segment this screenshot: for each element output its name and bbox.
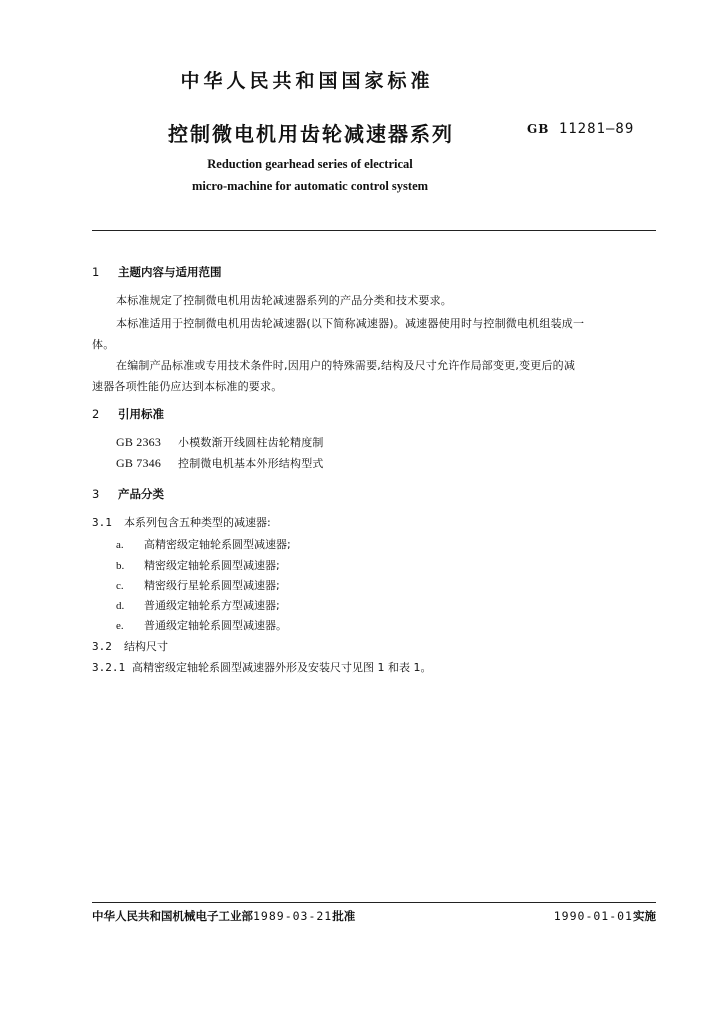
- list-item: [116, 577, 280, 593]
- approving-authority: 中华人民共和国机械电子工业部: [92, 909, 253, 923]
- subsection-number: 3.2: [92, 640, 112, 653]
- subsection-text: 高精密级定轴轮系圆型减速器外形及安装尺寸见图 1 和表 1。: [132, 661, 432, 674]
- standard-code-number: 11281—89: [558, 121, 635, 137]
- list-item: [116, 557, 280, 573]
- section-3-heading: [92, 486, 164, 502]
- reference-code: GB 7346: [116, 456, 162, 470]
- approval-date: 1989-03-21: [253, 909, 333, 923]
- english-title-line-2: micro-machine for automatic control system: [191, 179, 429, 193]
- list-label: b.: [116, 560, 125, 572]
- implementation-date: 1990-01-01: [553, 909, 633, 923]
- section-2-heading: [92, 406, 164, 422]
- list-label: c.: [116, 580, 124, 592]
- subsection-3-2-1: [92, 659, 432, 675]
- approval-line: [92, 908, 355, 924]
- section-number: 2: [92, 407, 100, 421]
- reference-item: [116, 434, 324, 450]
- subsection-3-1: [92, 514, 271, 530]
- section-number: 1: [92, 265, 100, 279]
- list-text: 普通级定轴轮系圆型减速器。: [144, 619, 287, 632]
- list-item: [116, 617, 287, 633]
- document-title: 控制微电机用齿轮减速器系列: [168, 122, 454, 146]
- subsection-text: 本系列包含五种类型的减速器:: [124, 516, 271, 529]
- list-item: [116, 536, 291, 552]
- list-text: 精密级定轴轮系圆型减速器;: [144, 559, 280, 572]
- section-1-paragraph-1: 本标准规定了控制微电机用齿轮减速器系列的产品分类和技术要求。: [116, 294, 452, 307]
- national-standard-heading: 中华人民共和国国家标准: [180, 70, 434, 92]
- subsection-number: 3.1: [92, 516, 112, 529]
- standard-code-prefix: GB: [527, 122, 550, 136]
- implementation-label: 实施: [633, 909, 656, 923]
- subsection-number: 3.2.1: [92, 661, 126, 674]
- section-1-paragraph-3-line-1: 在编制产品标准或专用技术条件时,因用户的特殊需要,结构及尺寸允许作局部变更,变更后的减: [116, 359, 576, 372]
- section-1-paragraph-2-line-2: 体。: [92, 338, 115, 351]
- section-1-heading: [92, 264, 222, 280]
- list-label: e.: [116, 620, 124, 632]
- approval-label: 批准: [332, 909, 356, 923]
- list-text: 普通级定轴轮系方型减速器;: [144, 599, 280, 612]
- header-divider: [92, 230, 656, 231]
- reference-item: [116, 455, 324, 471]
- standard-code: [527, 121, 634, 137]
- section-title: 引用标准: [118, 407, 164, 421]
- subsection-text: 结构尺寸: [124, 640, 168, 653]
- reference-code: GB 2363: [116, 435, 162, 449]
- section-number: 3: [92, 487, 100, 501]
- footer-divider: [92, 902, 656, 903]
- section-1-paragraph-2-line-1: 本标准适用于控制微电机用齿轮减速器(以下简称减速器)。减速器使用时与控制微电机组装成一: [116, 317, 585, 330]
- reference-title: 控制微电机基本外形结构型式: [178, 457, 324, 470]
- list-text: 高精密级定轴轮系圆型减速器;: [144, 538, 291, 551]
- list-item: [116, 597, 280, 613]
- section-title: 主题内容与适用范围: [118, 265, 222, 279]
- section-title: 产品分类: [118, 487, 164, 501]
- section-1-paragraph-3-line-2: 速器各项性能仍应达到本标准的要求。: [92, 380, 283, 393]
- list-text: 精密级行星轮系圆型减速器;: [144, 579, 280, 592]
- implementation-line: [554, 908, 656, 924]
- list-label: d.: [116, 600, 125, 612]
- subsection-3-2: [92, 638, 168, 654]
- reference-title: 小模数渐开线圆柱齿轮精度制: [178, 436, 324, 449]
- list-label: a.: [116, 539, 124, 551]
- english-title-line-1: Reduction gearhead series of electrical: [207, 157, 413, 171]
